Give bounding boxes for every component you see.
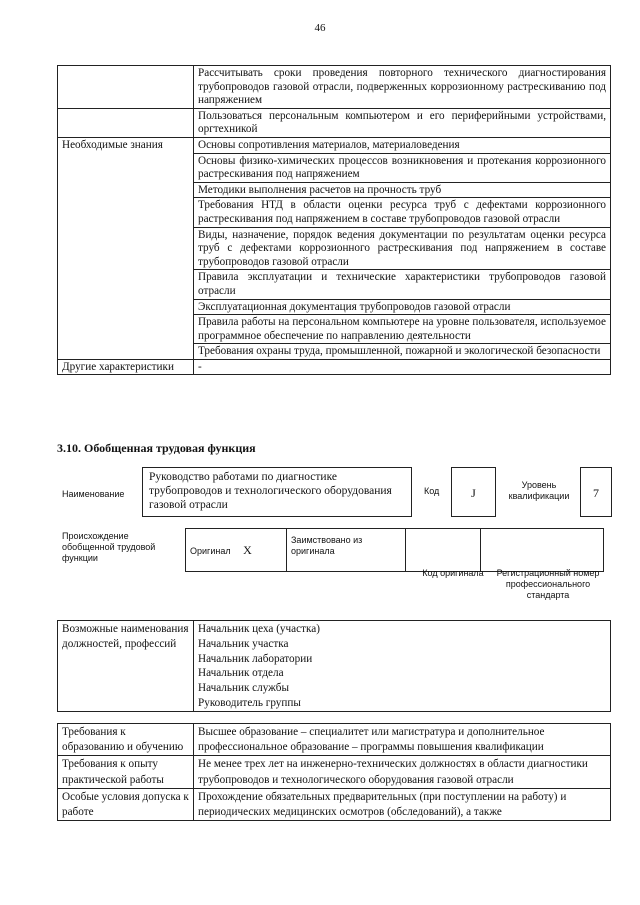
knowledge-label: Необходимые знания — [58, 137, 194, 359]
other-characteristics-value: - — [194, 359, 611, 375]
name-label: Наименование — [62, 489, 125, 499]
original-cell — [186, 529, 287, 572]
level-label: Уровень квалификации — [508, 480, 570, 501]
original-mark: X — [243, 542, 252, 557]
original-code-caption: Код оригинала — [422, 568, 484, 578]
origin-label: Происхождение обобщенной трудовой функции — [62, 531, 156, 563]
positions-list — [194, 621, 611, 712]
knowledge-row: Основы физико-химических процессов возникновения и протекания коррозионного растрескивания под напряжением — [194, 153, 611, 182]
level-value: 7 — [580, 467, 612, 517]
position-item: Начальник лаборатории — [198, 652, 313, 665]
section-title: 3.10. Обобщенная трудовая функция — [57, 441, 256, 455]
education-label: Требования к образованию и обучению — [58, 724, 194, 756]
original-code-cell — [406, 529, 481, 572]
skill-row: Пользоваться персональным компьютером и его периферийными устройствами, оргтехникой — [194, 108, 611, 137]
position-item: Начальник участка — [198, 637, 289, 650]
knowledge-row: Основы сопротивления материалов, материаловедения — [194, 137, 611, 153]
experience-value: Не менее трех лет на инженерно-технических должностях в области диагностики трубопроводов и технологического оборудования газовой отрасли — [194, 756, 611, 788]
knowledge-row: Методики выполнения расчетов на прочность труб — [194, 182, 611, 198]
skill-row: Рассчитывать сроки проведения повторного технического диагностирования трубопроводов газовой отрасли, подверженных коррозионному растрескиванию под напряжением — [194, 66, 611, 109]
positions-table — [57, 620, 611, 712]
function-name-box: Руководство работами по диагностике трубопроводов и технологического оборудования газовой отрасли — [142, 467, 412, 517]
admission-value: Прохождение обязательных предварительных (при поступлении на работу) и периодических медицинских осмотров (обследований), а также — [194, 788, 611, 820]
education-value: Высшее образование – специалитет или магистратура и дополнительное профессиональное образование – программы повышения квалификации — [194, 724, 611, 756]
positions-label: Возможные наименования должностей, профессий — [58, 621, 194, 712]
admission-label: Особые условия допуска к работе — [58, 788, 194, 820]
code-value: J — [451, 467, 496, 517]
knowledge-row: Требования НТД в области оценки ресурса труб с дефектами коррозионного растрескивания под напряжением в составе трубопроводов газовой отрасли — [194, 198, 611, 227]
empty-label-cell — [58, 108, 194, 137]
position-item: Начальник службы — [198, 682, 289, 695]
page-number: 46 — [314, 22, 326, 34]
code-label: Код — [424, 486, 440, 496]
experience-label: Требования к опыту практической работы — [58, 756, 194, 788]
other-characteristics-label: Другие характеристики — [58, 359, 194, 375]
knowledge-table — [57, 65, 611, 375]
borrowed-label: Заимствовано из оригинала — [287, 529, 406, 572]
registration-number-cell — [481, 529, 604, 572]
empty-label-cell — [58, 66, 194, 109]
requirements-table — [57, 723, 611, 821]
origin-table — [185, 528, 604, 572]
position-item: Начальник цеха (участка) — [198, 623, 320, 635]
knowledge-row: Правила работы на персональном компьютере на уровне пользователя, используемое программное обеспечение по направлению деятельности — [194, 315, 611, 344]
position-item: Руководитель группы — [198, 696, 301, 709]
knowledge-row: Требования охраны труда, промышленной, пожарной и экологической безопасности — [194, 344, 611, 360]
knowledge-row: Виды, назначение, порядок ведения документации по результатам оценки ресурса труб с дефектами коррозионного растрескивания под напряжением в составе трубопроводов газовой отрасли — [194, 227, 611, 270]
position-item: Начальник отдела — [198, 667, 284, 680]
knowledge-row: Эксплуатационная документация трубопроводов газовой отрасли — [194, 299, 611, 315]
original-label: Оригинал — [190, 545, 231, 556]
knowledge-row: Правила эксплуатации и технические характеристики трубопроводов газовой отрасли — [194, 270, 611, 299]
registration-number-caption: Регистрационный номер профессионального стандарта — [496, 568, 600, 600]
